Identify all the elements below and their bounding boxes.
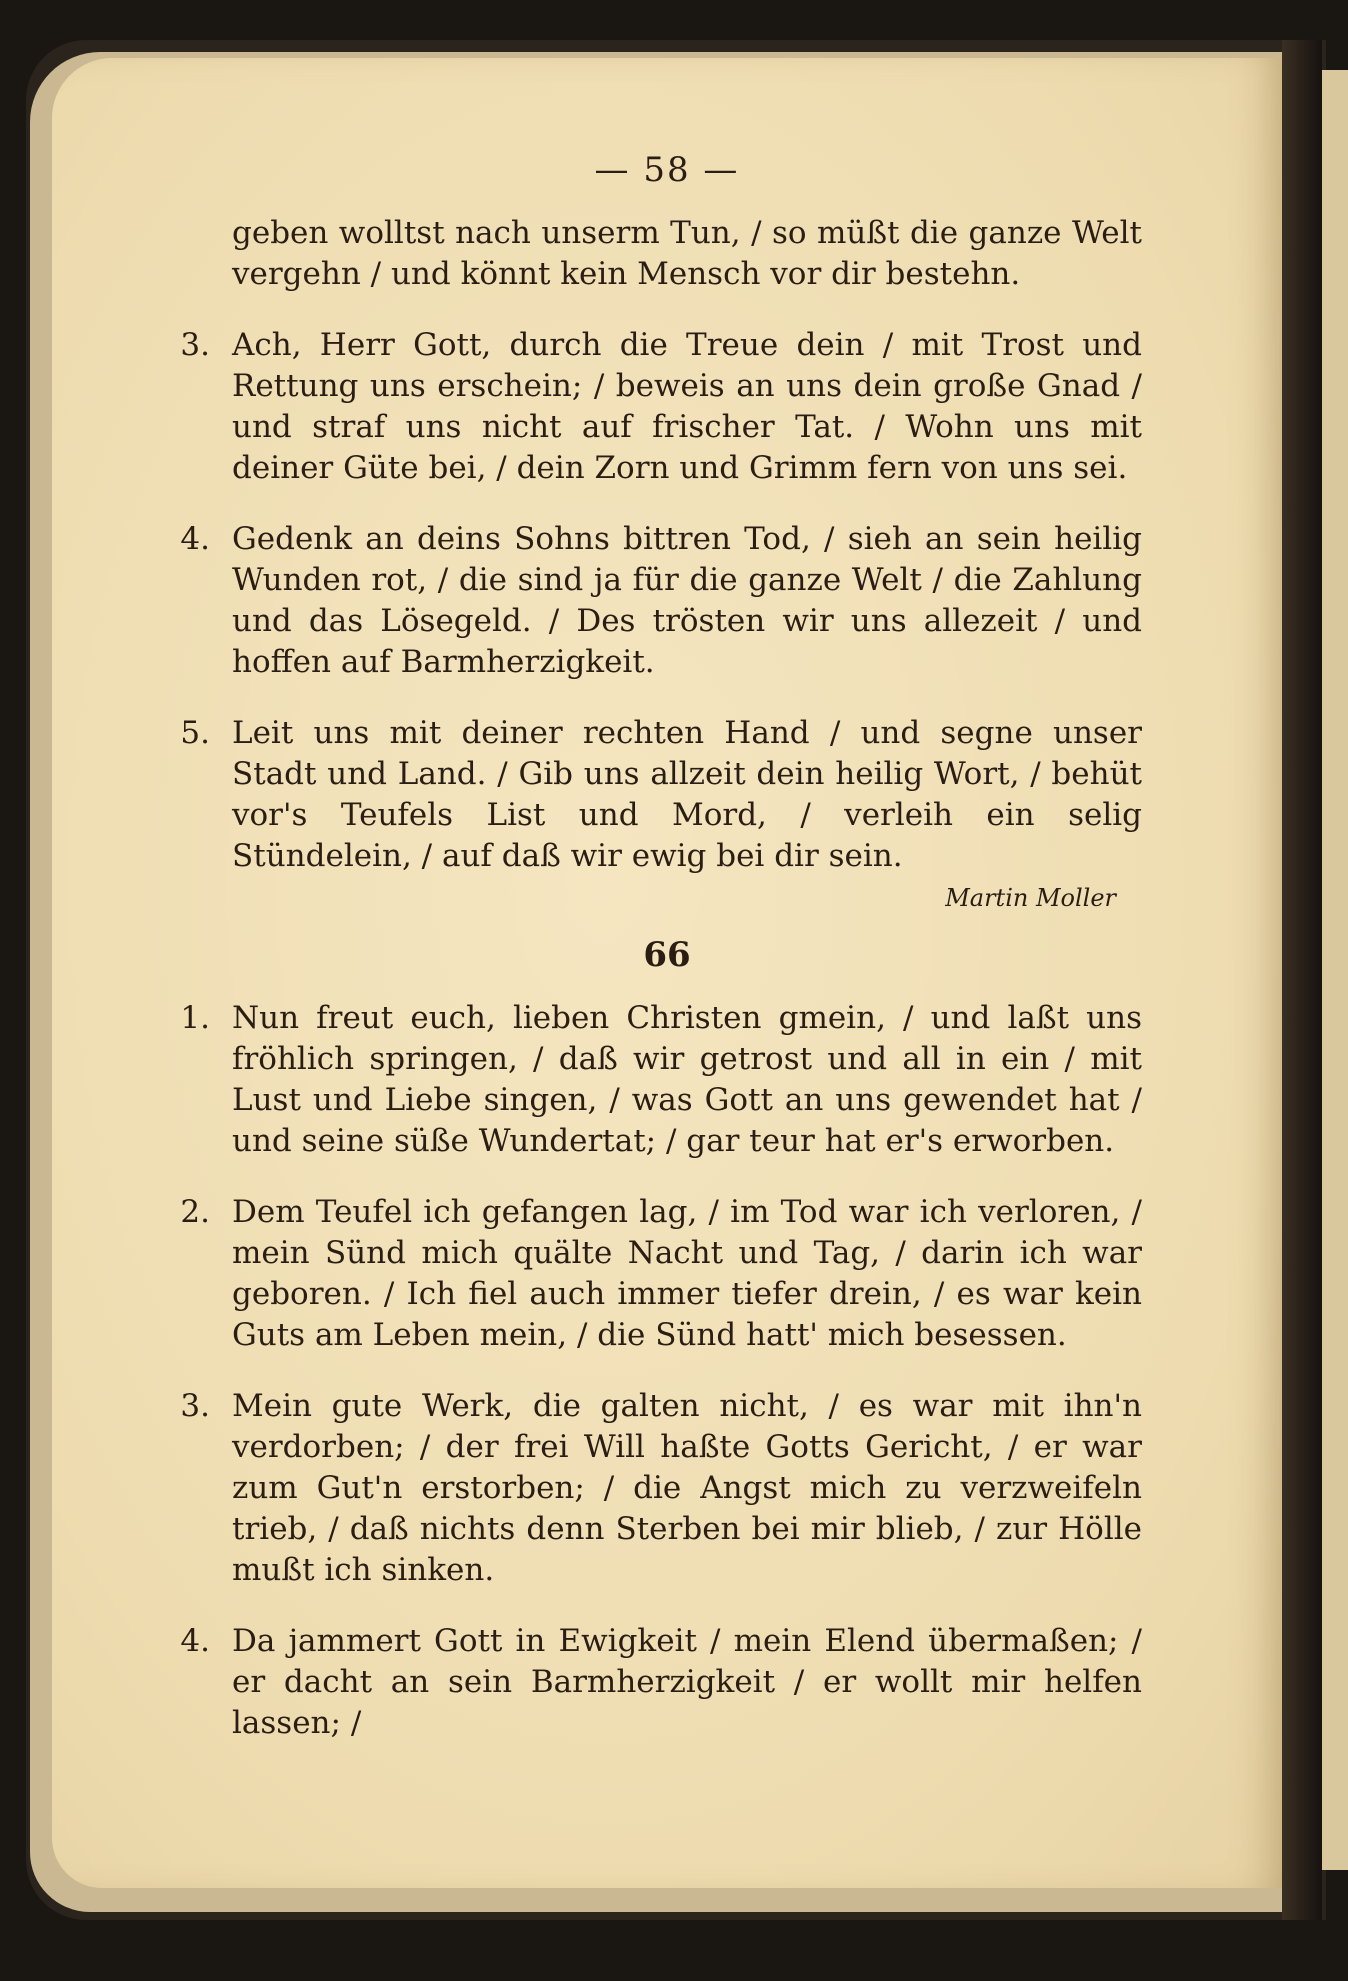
hymn-number: 66 <box>643 935 691 975</box>
stanza-text: Leit uns mit deiner rechten Hand / und segne unser Stadt und Land. / Gib uns allzeit dein heilig Wort, / behüt vor's Teufels List und Mord, / verleih ein selig Stündelein, / auf daß wir ewig bei dir sein. <box>232 715 1142 874</box>
stanza-number: 5. <box>180 715 210 751</box>
stanza-text: Nun freut euch, lieben Christen gmein, / und laßt uns fröhlich springen, / daß wir getrost und all in ein / mit Lust und Liebe singen, / was Gott an uns gewendet hat / und seine süße Wundertat; / gar teur hat er's erworben. <box>232 1000 1142 1159</box>
stanza-text: Mein gute Werk, die galten nicht, / es war mit ihn'n verdorben; / der frei Will haßte Gotts Gericht, / er war zum Gut'n erstorben; / die Angst mich zu verzweifeln trieb, / daß nichts denn Sterben bei mir blieb, / zur Hölle mußt ich sinken. <box>232 1388 1142 1588</box>
stanza-text: Gedenk an deins Sohns bittren Tod, / sieh an sein heilig Wunden rot, / die sind ja für die ganze Welt / die Zahlung und das Lösegeld. / Des trösten wir uns allezeit / und hoffen auf Barmherzigkeit. <box>232 521 1142 680</box>
author-credit: Martin Moller <box>945 884 1116 912</box>
stanza-number: 1. <box>180 1000 210 1036</box>
stanza-text: Da jammert Gott in Ewigkeit / mein Elend übermaßen; / er dacht an sein Barmherzigkeit / er wollt mir helfen lassen; / <box>232 1623 1142 1741</box>
book-gutter <box>1282 40 1322 1920</box>
stanza-number: 4. <box>180 521 210 557</box>
stanza <box>180 325 1142 489</box>
continued-line: geben wolltst nach unserm Tun, / so müßt die ganze Welt <box>232 215 1142 251</box>
stanza-number: 4. <box>180 1623 210 1659</box>
stanza-number: 2. <box>180 1194 210 1230</box>
stanza-number: 3. <box>180 1388 210 1424</box>
continued-stanza <box>232 213 1142 295</box>
stanza <box>180 1192 1142 1356</box>
page-content <box>180 150 1142 1762</box>
stanza-text: Dem Teufel ich gefangen lag, / im Tod war ich verloren, / mein Sünd mich quälte Nacht und Tag, / darin ich war geboren. / Ich fiel auch immer tiefer drein, / es war kein Guts am Leben mein, / die Sünd hatt' mich besessen. <box>232 1194 1142 1353</box>
stanza-text: Ach, Herr Gott, durch die Treue dein / mit Trost und Rettung uns erschein; / beweis an uns dein große Gnad / und straf uns nicht auf frischer Tat. / Wohn uns mit deiner Güte bei, / dein Zorn und Grimm fern von uns sei. <box>232 327 1142 486</box>
continued-line: vergehn / und könnt kein Mensch vor dir bestehn. <box>232 256 1021 292</box>
stanza <box>180 713 1142 877</box>
stanza <box>180 1621 1142 1744</box>
stanza <box>180 519 1142 683</box>
page-number: — 58 — <box>594 150 740 190</box>
stanza-number: 3. <box>180 327 210 363</box>
stanza <box>180 1386 1142 1591</box>
stanza <box>180 998 1142 1162</box>
